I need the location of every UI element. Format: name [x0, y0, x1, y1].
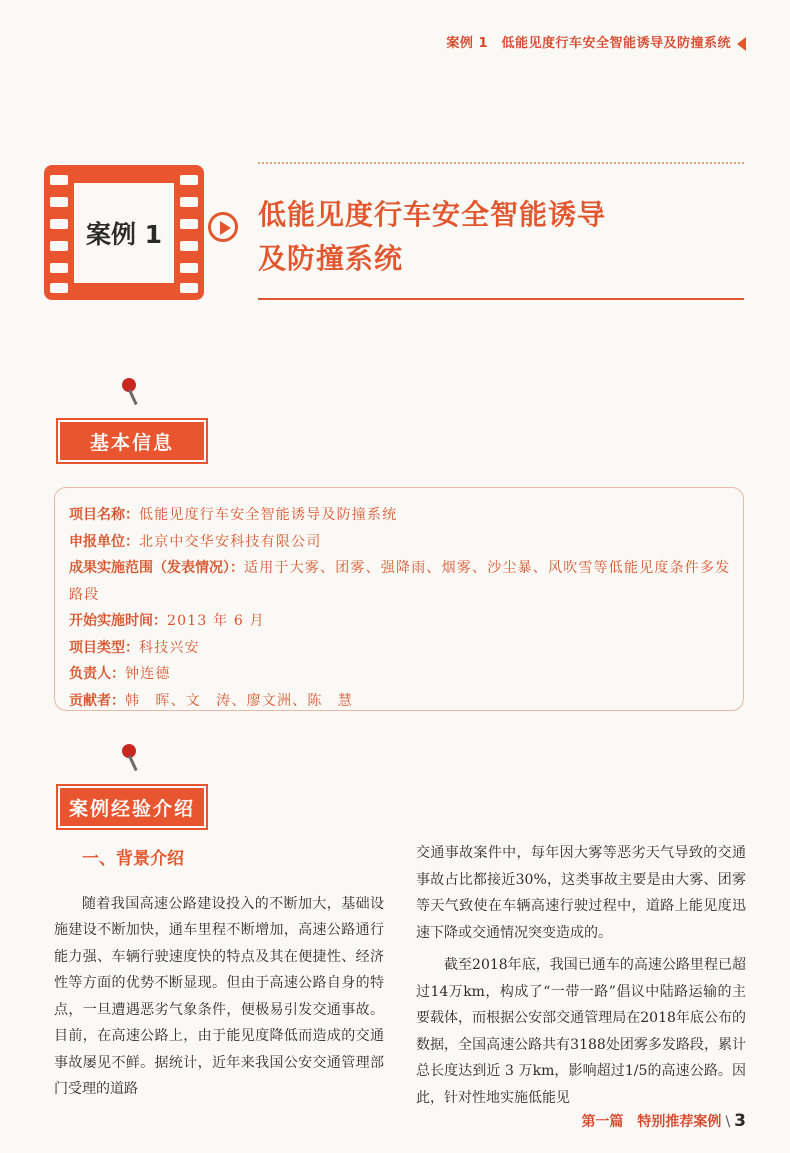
- footer-separator: \: [725, 1114, 731, 1130]
- film-hole: [180, 175, 198, 185]
- info-scope: 成果实施范围（发表情况）：适用于大雾、团雾、强降雨、烟雾、沙尘暴、风吹雪等低能见度条件多发路段: [69, 560, 731, 603]
- footer-part: 第一篇 特别推荐案例: [581, 1114, 722, 1130]
- running-header: [446, 32, 746, 51]
- triangle-marker-icon: [737, 37, 746, 51]
- case-title: [258, 193, 606, 281]
- case-label: 案例 1: [74, 183, 174, 283]
- film-hole: [50, 283, 68, 293]
- film-hole: [50, 175, 68, 185]
- film-strip-icon: [44, 165, 204, 300]
- title-underline: [258, 298, 744, 300]
- film-hole: [180, 219, 198, 229]
- info-contributors: 贡献者：韩 晖、文 涛、廖文洲、陈 慧: [69, 692, 353, 709]
- running-header-text: 案例 1 低能见度行车安全智能诱导及防撞系统: [446, 36, 731, 51]
- info-unit: 申报单位：北京中交华安科技有限公司: [69, 533, 322, 550]
- page-number: 3: [734, 1111, 746, 1131]
- case-intro-label: 案例经验介绍: [58, 786, 206, 828]
- film-hole: [50, 219, 68, 229]
- basic-info-label: 基本信息: [58, 420, 206, 462]
- play-icon: [208, 212, 238, 242]
- right-paragraph-1: 交通事故案件中，每年因大雾等恶劣天气导致的交通事故占比都接近30%，这类事故主要是由大雾、团雾等天气致使在车辆高速行驶过程中，道路上能见度迅速下降或交通情况突变造成的。: [416, 845, 746, 941]
- page-footer: [581, 1111, 746, 1131]
- case-title-line2: 及防撞系统: [258, 242, 404, 275]
- background-heading: 一、背景介绍: [82, 849, 184, 869]
- film-hole: [180, 241, 198, 251]
- right-column: [416, 840, 746, 1111]
- film-hole: [180, 283, 198, 293]
- film-hole: [50, 241, 68, 251]
- pushpin-icon: [118, 378, 148, 408]
- background-paragraph: 随着我国高速公路建设投入的不断加大，基础设施建设不断加快，通车里程不断增加，高速公路通行能力强、车辆行驶速度快的特点及其在便捷性、经济性等方面的优势不断显现。但由于高速公路自身的特点，一旦遭遇恶劣气象条件，便极易引发交通事故。目前，在高速公路上，由于能见度降低而造成的交通事故屡见不鲜。据统计，近年来我国公安交通管理部门受理的道路: [54, 895, 384, 1097]
- film-hole: [180, 197, 198, 207]
- title-dotted-rule: [258, 162, 744, 164]
- info-lead: 负责人：钟连德: [69, 666, 171, 682]
- right-paragraph-2: 截至2018年底，我国已通车的高速公路里程已超过14万km，构成了“一带一路”倡议中陆路运输的主要载体，而根据公安部交通管理局在2018年底公布的数据，全国高速公路共有3188处团雾多发路段，累计总长度达到近 3 万km，影响超过1/5的高速公路。因此，针对性地实施低能见: [416, 957, 746, 1106]
- film-hole: [50, 197, 68, 207]
- film-hole: [180, 263, 198, 273]
- info-project-name: 项目名称：低能见度行车安全智能诱导及防撞系统: [69, 507, 398, 523]
- film-hole: [50, 263, 68, 273]
- info-type: 项目类型：科技兴安: [69, 639, 200, 656]
- pushpin-icon: [118, 744, 148, 774]
- info-start-time: 开始实施时间：2013 年 6 月: [69, 613, 265, 629]
- left-column: [54, 840, 384, 1103]
- case-title-line1: 低能见度行车安全智能诱导: [258, 198, 607, 231]
- info-box: [54, 487, 744, 711]
